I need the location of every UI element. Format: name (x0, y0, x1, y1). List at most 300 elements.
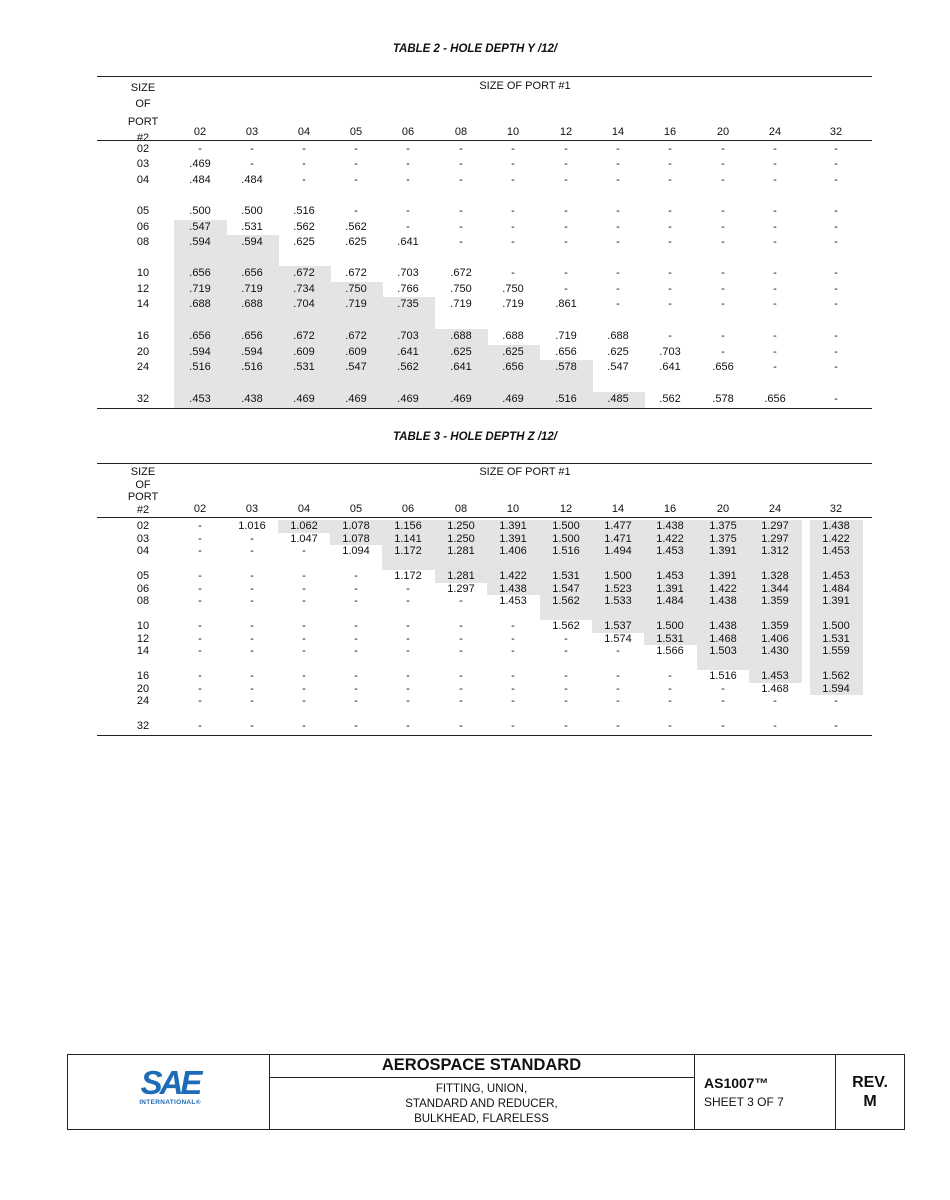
table2-cell: - (511, 174, 515, 186)
revision-label: REV. (852, 1074, 888, 1091)
table2-cell: - (564, 221, 568, 233)
table2-cell: - (616, 143, 620, 155)
table2-cell: .516 (555, 393, 577, 405)
title-block (67, 1054, 905, 1130)
table2-cell: .734 (293, 283, 315, 295)
table3-row-label: 05 (136, 570, 150, 582)
table2-column-header: 20 (716, 126, 730, 138)
table2-cell: .516 (189, 361, 211, 373)
table2-top-rule (97, 76, 872, 77)
table3-cell: 1.523 (604, 583, 632, 595)
table2-cell: - (773, 174, 777, 186)
table3-column-header: 08 (454, 503, 468, 515)
table3-cell: - (616, 670, 620, 682)
table3-cell: - (564, 683, 568, 695)
table2-cell: .688 (607, 330, 629, 342)
table3-cell: 1.531 (552, 570, 580, 582)
table3-cell: - (250, 720, 254, 732)
table2-cell: .547 (189, 221, 211, 233)
table2-cell: - (616, 158, 620, 170)
table3-cell: 1.562 (552, 620, 580, 632)
table3-cell: - (564, 720, 568, 732)
table2-cell: .672 (450, 267, 472, 279)
table3-cell: 1.559 (822, 645, 850, 657)
table2-cell: - (834, 143, 838, 155)
table3-column-header: 10 (506, 503, 520, 515)
table3-cell: - (250, 620, 254, 632)
table3-cell: - (406, 595, 410, 607)
table3-cell: - (406, 633, 410, 645)
table2-row-label: 08 (136, 236, 150, 248)
table2-cell: - (721, 267, 725, 279)
table2-cell: .750 (502, 283, 524, 295)
table2-cell: .703 (659, 346, 681, 358)
table3-cell: 1.375 (709, 520, 737, 532)
table2-row-label: 03 (136, 158, 150, 170)
table3-cell: - (302, 645, 306, 657)
table2-cell: .609 (293, 346, 315, 358)
table2-cell: - (834, 236, 838, 248)
table3-row-label: 14 (136, 645, 150, 657)
table2-cell: .438 (241, 393, 263, 405)
table3-top-rule (97, 463, 872, 464)
table3-cell: - (198, 583, 202, 595)
table3-cell: - (198, 533, 202, 545)
table3-cell: 1.484 (822, 583, 850, 595)
table3-cell: - (302, 570, 306, 582)
table3-row-label: 06 (136, 583, 150, 595)
table2-cell: - (721, 330, 725, 342)
table3-cell: 1.297 (761, 520, 789, 532)
table3-cell: 1.281 (447, 570, 475, 582)
table2-cell: - (668, 221, 672, 233)
table3-row-label: 10 (136, 620, 150, 632)
table3-column-header: 32 (829, 503, 843, 515)
table3-cell: 1.494 (604, 545, 632, 557)
table2-cell: - (616, 221, 620, 233)
table2-cell: .861 (555, 298, 577, 310)
table2-cell: .562 (659, 393, 681, 405)
table2-cell: .531 (293, 361, 315, 373)
table3-cell: 1.566 (656, 645, 684, 657)
table2-header-rule (97, 140, 872, 141)
table2-cell: .750 (450, 283, 472, 295)
table3-row-header-line: PORT (127, 491, 159, 504)
table2-cell: .625 (293, 236, 315, 248)
table3-cell: - (616, 695, 620, 707)
table3-cell: - (406, 620, 410, 632)
table2-cell: .547 (607, 361, 629, 373)
table2-cell: .547 (345, 361, 367, 373)
table2-cell: .469 (397, 393, 419, 405)
table2-cell: .703 (397, 330, 419, 342)
table2-cell: - (721, 236, 725, 248)
table3-row-label: 20 (136, 683, 150, 695)
table2-cell: .469 (293, 393, 315, 405)
table2-cell: .704 (293, 298, 315, 310)
table3-cell: 1.047 (290, 533, 318, 545)
table2-title: TABLE 2 - HOLE DEPTH Y /12/ (392, 43, 558, 55)
table2-cell: - (616, 283, 620, 295)
table3-cell: - (198, 645, 202, 657)
table2-column-header: 06 (401, 126, 415, 138)
table3-cell: - (198, 670, 202, 682)
table3-cell: - (354, 595, 358, 607)
table3-cell: - (511, 645, 515, 657)
table3-cell: - (511, 620, 515, 632)
table2-cell: .641 (450, 361, 472, 373)
table3-cell: 1.453 (656, 545, 684, 557)
table2-cell: - (459, 221, 463, 233)
table3-cell: - (250, 533, 254, 545)
table2-cell: .516 (293, 205, 315, 217)
table3-cell: 1.438 (822, 520, 850, 532)
table2-row-label: 24 (136, 361, 150, 373)
table3-cell: - (354, 583, 358, 595)
table3-row-label: 12 (136, 633, 150, 645)
table2-cell: - (721, 158, 725, 170)
table2-cell: - (459, 143, 463, 155)
table3-cell: - (406, 670, 410, 682)
table2-cell: .672 (293, 330, 315, 342)
table3-cell: 1.359 (761, 620, 789, 632)
table2-cell: .719 (555, 330, 577, 342)
table3-cell: 1.422 (709, 583, 737, 595)
table2-cell: - (773, 143, 777, 155)
table3-cell: - (198, 683, 202, 695)
table3-row-label: 04 (136, 545, 150, 557)
table2-cell: .672 (293, 267, 315, 279)
table3-cell: - (564, 633, 568, 645)
sae-logo (134, 1064, 206, 1109)
table3-cell: 1.172 (394, 545, 422, 557)
table2-column-header: 05 (349, 126, 363, 138)
table3-cell: - (302, 595, 306, 607)
table3-cell: 1.574 (604, 633, 632, 645)
table3-cell: 1.375 (709, 533, 737, 545)
table2-row-label: 14 (136, 298, 150, 310)
table2-cell: - (564, 283, 568, 295)
table3-cell: - (406, 583, 410, 595)
table3-cell: 1.250 (447, 533, 475, 545)
table3-column-header: 03 (245, 503, 259, 515)
table2-cell: .719 (189, 283, 211, 295)
table2-cell: - (773, 298, 777, 310)
table2-cell: - (834, 283, 838, 295)
table2-column-header: 24 (768, 126, 782, 138)
table3-cell: 1.422 (656, 533, 684, 545)
table3-cell: 1.078 (342, 520, 370, 532)
table2-cell: - (773, 205, 777, 217)
table2-cell: .750 (345, 283, 367, 295)
table3-row-label: 16 (136, 670, 150, 682)
table3-cell: - (302, 633, 306, 645)
title-block-rule (269, 1077, 694, 1078)
table3-column-header: 02 (193, 503, 207, 515)
table2-cell: .609 (345, 346, 367, 358)
table2-cell: .485 (607, 393, 629, 405)
table3-cell: 1.484 (656, 595, 684, 607)
table2-cell: - (511, 221, 515, 233)
table2-cell: .594 (241, 236, 263, 248)
table3-cell: - (406, 720, 410, 732)
table2-row-header-line: SIZE (130, 82, 156, 94)
table3-cell: - (250, 583, 254, 595)
table3-cell: 1.477 (604, 520, 632, 532)
table3-cell: - (511, 683, 515, 695)
table2-cell: - (511, 205, 515, 217)
table3-cell: 1.468 (761, 683, 789, 695)
table2-cell: .719 (502, 298, 524, 310)
table2-cell: .516 (241, 361, 263, 373)
table2-row-label: 10 (136, 267, 150, 279)
table2-cell: - (668, 158, 672, 170)
table3-column-header: 06 (401, 503, 415, 515)
table3-column-group-title: SIZE OF PORT #1 (479, 466, 571, 478)
table3-cell: 1.312 (761, 545, 789, 557)
table3-cell: 1.468 (709, 633, 737, 645)
table2-column-header: 14 (611, 126, 625, 138)
table3-row-label: 24 (136, 695, 150, 707)
table3-cell: 1.172 (394, 570, 422, 582)
table2-cell: - (834, 393, 838, 405)
table2-cell: - (721, 143, 725, 155)
table3-cell: 1.453 (822, 545, 850, 557)
table3-cell: - (668, 670, 672, 682)
table3-cell: 1.453 (761, 670, 789, 682)
table3-cell: - (250, 545, 254, 557)
table2-cell: - (459, 236, 463, 248)
table2-column-header: 02 (193, 126, 207, 138)
table2-cell: .562 (345, 221, 367, 233)
table3-cell: - (250, 695, 254, 707)
table3-cell: 1.438 (656, 520, 684, 532)
table2-cell: .594 (189, 236, 211, 248)
table2-cell: .656 (502, 361, 524, 373)
table2-cell: - (721, 346, 725, 358)
table3-cell: - (198, 520, 202, 532)
table3-row-label: 03 (136, 533, 150, 545)
table2-cell: - (250, 143, 254, 155)
table2-row-header (113, 80, 173, 146)
table3-cell: - (459, 645, 463, 657)
table2-cell: - (302, 143, 306, 155)
table2-cell: .735 (397, 298, 419, 310)
table3-cell: - (616, 720, 620, 732)
table3-cell: - (564, 695, 568, 707)
table3-cell: - (459, 720, 463, 732)
table3-cell: - (302, 695, 306, 707)
table2-cell: .578 (712, 393, 734, 405)
table2-cell: .469 (450, 393, 472, 405)
table2-cell: - (773, 221, 777, 233)
table3-cell: - (302, 670, 306, 682)
table2-column-header: 08 (454, 126, 468, 138)
table2-cell: - (668, 330, 672, 342)
table3-cell: 1.359 (761, 595, 789, 607)
table3-cell: - (459, 633, 463, 645)
table2-row-label: 02 (136, 143, 150, 155)
table3-cell: 1.391 (499, 520, 527, 532)
table3-cell: 1.500 (604, 570, 632, 582)
table2-cell: - (721, 221, 725, 233)
table2-cell: .656 (241, 330, 263, 342)
table3-cell: - (250, 595, 254, 607)
table2-cell: .672 (345, 330, 367, 342)
table2-cell: - (406, 158, 410, 170)
table3-cell: - (616, 683, 620, 695)
table3-cell: - (511, 720, 515, 732)
table2-cell: .656 (189, 267, 211, 279)
table3-cell: 1.438 (709, 595, 737, 607)
table2-cell: .672 (345, 267, 367, 279)
table3-cell: 1.453 (499, 595, 527, 607)
sae-logo-mark: SAE (140, 1064, 200, 1101)
table3-cell: 1.391 (709, 570, 737, 582)
table3-cell: 1.344 (761, 583, 789, 595)
table3-row-label: 08 (136, 595, 150, 607)
table2-cell: .594 (241, 346, 263, 358)
table2-cell: - (773, 283, 777, 295)
table3-cell: 1.500 (656, 620, 684, 632)
table2-cell: - (511, 267, 515, 279)
table2-cell: .469 (189, 158, 211, 170)
table3-cell: 1.016 (238, 520, 266, 532)
table3-cell: 1.471 (604, 533, 632, 545)
table2-cell: - (668, 205, 672, 217)
table2-cell: - (773, 361, 777, 373)
table2-cell: - (834, 346, 838, 358)
table3-column-header: 16 (663, 503, 677, 515)
table3-column-header: 05 (349, 503, 363, 515)
table2-column-header: 16 (663, 126, 677, 138)
table3-cell: 1.328 (761, 570, 789, 582)
table3-cell: - (354, 620, 358, 632)
table3-cell: 1.438 (709, 620, 737, 632)
table3-cell: - (250, 645, 254, 657)
table3-cell: - (616, 645, 620, 657)
sheet-number: SHEET 3 OF 7 (704, 1095, 784, 1109)
table2-cell: - (564, 158, 568, 170)
table3-cell: - (198, 720, 202, 732)
table3-cell: 1.562 (822, 670, 850, 682)
table3-cell: 1.391 (822, 595, 850, 607)
table3-cell: 1.516 (709, 670, 737, 682)
table2-cell: - (668, 236, 672, 248)
table2-cell: .594 (189, 346, 211, 358)
table3-cell: 1.406 (761, 633, 789, 645)
table2-cell: - (511, 143, 515, 155)
table2-cell: .625 (502, 346, 524, 358)
table2-cell: .641 (397, 236, 419, 248)
table2-cell: .688 (241, 298, 263, 310)
table3-cell: - (250, 570, 254, 582)
table3-cell: 1.594 (822, 683, 850, 695)
table2-cell: - (406, 221, 410, 233)
table3-cell: 1.500 (552, 533, 580, 545)
table2-cell: .578 (555, 361, 577, 373)
table3-cell: 1.391 (709, 545, 737, 557)
table3-cell: - (198, 545, 202, 557)
table3-cell: 1.062 (290, 520, 318, 532)
table3-cell: - (668, 695, 672, 707)
table3-row-label: 32 (136, 720, 150, 732)
table2-cell: .484 (241, 174, 263, 186)
table3-cell: 1.500 (822, 620, 850, 632)
table3-row-header-line: SIZE (130, 466, 156, 478)
table3-cell: - (198, 595, 202, 607)
table3-cell: - (302, 620, 306, 632)
table2-cell: .688 (189, 298, 211, 310)
table2-cell: - (459, 158, 463, 170)
table2-cell: - (564, 205, 568, 217)
table3-cell: - (668, 720, 672, 732)
fitting-description (269, 1082, 694, 1127)
table2-cell: - (511, 236, 515, 248)
table3-row-label: 02 (136, 520, 150, 532)
table2-cell: - (354, 205, 358, 217)
table3-cell: 1.094 (342, 545, 370, 557)
table2-cell: - (511, 158, 515, 170)
table2-cell: .641 (397, 346, 419, 358)
table2-column-header: 04 (297, 126, 311, 138)
table3-cell: 1.453 (656, 570, 684, 582)
table2-cell: - (668, 298, 672, 310)
sae-logo-subtext: INTERNATIONAL® (139, 1099, 201, 1106)
table2-cell: .656 (764, 393, 786, 405)
table3-cell: 1.156 (394, 520, 422, 532)
table2-cell: - (773, 236, 777, 248)
table3-cell: 1.422 (499, 570, 527, 582)
table3-cell: - (354, 645, 358, 657)
table2-cell: - (668, 267, 672, 279)
table3-column-header: 20 (716, 503, 730, 515)
table2-row-label: 05 (136, 205, 150, 217)
table2-cell: - (616, 205, 620, 217)
table3-cell: - (406, 695, 410, 707)
table3-cell: - (511, 670, 515, 682)
table3-cell: - (668, 683, 672, 695)
table3-cell: 1.250 (447, 520, 475, 532)
table3-cell: 1.141 (394, 533, 422, 545)
table3-cell: - (354, 695, 358, 707)
table3-cell: 1.078 (342, 533, 370, 545)
table2-cell: - (721, 174, 725, 186)
table2-row-label: 06 (136, 221, 150, 233)
table3-cell: - (459, 595, 463, 607)
table2-cell: - (668, 283, 672, 295)
table2-row-label: 16 (136, 330, 150, 342)
table3-cell: 1.562 (552, 595, 580, 607)
table2-cell: .703 (397, 267, 419, 279)
table2-cell: .562 (293, 221, 315, 233)
table3-cell: - (406, 683, 410, 695)
table3-cell: 1.531 (822, 633, 850, 645)
table3-cell: 1.422 (822, 533, 850, 545)
table2-cell: - (564, 236, 568, 248)
table3-row-header-line: OF (135, 478, 151, 491)
standard-title: AEROSPACE STANDARD (381, 1056, 582, 1074)
table3-cell: - (834, 720, 838, 732)
table2-cell: .656 (189, 330, 211, 342)
table2-cell: .484 (189, 174, 211, 186)
table3-cell: - (721, 695, 725, 707)
table3-cell: 1.547 (552, 583, 580, 595)
description-line: BULKHEAD, FLARELESS (414, 1113, 549, 1125)
table3-cell: - (511, 633, 515, 645)
table2-cell: - (773, 158, 777, 170)
table2-cell: - (406, 143, 410, 155)
